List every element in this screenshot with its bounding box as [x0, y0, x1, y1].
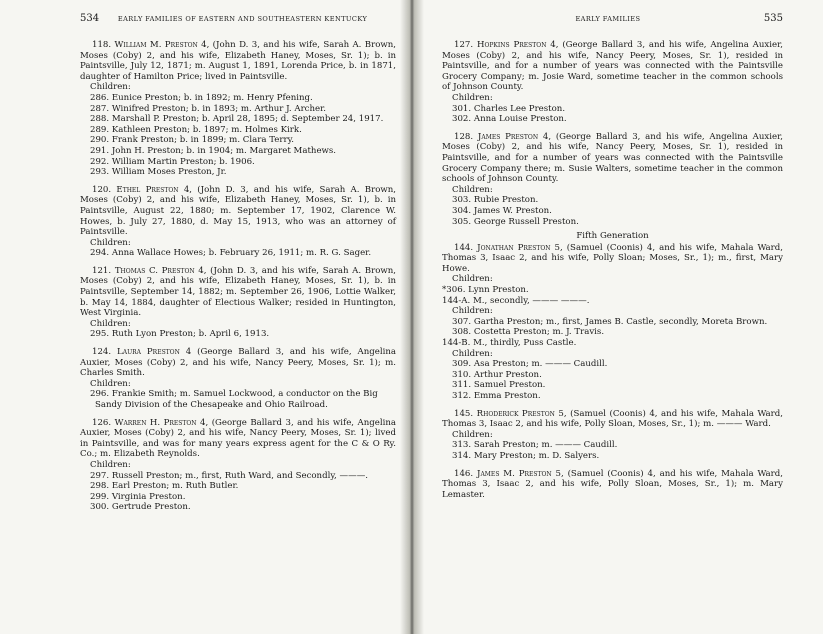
- left-page-number: 534: [80, 13, 100, 24]
- entry-paragraph: [442, 132, 783, 185]
- child-item: 303. Rubie Preston.: [452, 195, 539, 206]
- left-running-head: [80, 13, 396, 25]
- children-label: Children:: [90, 82, 131, 93]
- entry-paragraph: [80, 185, 396, 238]
- entry-text: 4, (George Ballard 3, and his wife, Angelina Auxier, Moses (Coby) 2, and his wife, Nancy Peery, Moses, Sr. 1); lived in Paintsville, and was for many years express agent for the C & O Ry. Co.; m. Elizabeth Reynolds.: [80, 417, 396, 460]
- entry-124: [80, 347, 396, 411]
- child-item: 302. Anna Louise Preston.: [452, 114, 567, 125]
- entry-number: 121.: [92, 265, 112, 276]
- entry-text: 4, (George Ballard 3, and his wife, Angelina Auxier, Moses (Coby) 2, and his wife, Nancy Peery, Moses, Sr. 1), resided in Paintsville, and for a number of years was connected with the Paintsville Grocery Company there; m. Susie Walters, sometime teacher in the common schools of Johnson County.: [442, 131, 784, 185]
- children-label: Children:: [90, 318, 131, 329]
- right-running-title: EARLY FAMILIES: [575, 15, 641, 23]
- entry-name: James M. Preston: [477, 468, 552, 479]
- child-item: 305. George Russell Preston.: [452, 216, 579, 227]
- entry-128: [442, 132, 783, 227]
- book-gutter: [400, 0, 424, 634]
- entry-text: 5, (Samuel (Coonis) 4, and his wife, Mahala Ward, Thomas 3, Isaac 2, and his wife, Polly Sloan, Moses, Sr., 1); m. ——— Ward.: [442, 408, 784, 430]
- entry-text: 4, (John D. 3, and his wife, Sarah A. Brown, Moses (Coby) 2, and his wife, Elizabeth Haney, Moses, Sr. 1); b. in Paintsville, July 12, 1871; m. August 1, 1891, Lorenda Price, b. in 1871, daughter of Hamilton Price; lived in Paintsville.: [80, 40, 396, 82]
- child-item: 294. Anna Wallace Howes; b. February 26, 1911; m. R. G. Sager.: [90, 248, 372, 259]
- child-item: 304. James W. Preston.: [452, 205, 552, 216]
- children-list: [80, 471, 396, 513]
- entry-name: Warren H. Preston: [114, 417, 197, 428]
- entry-paragraph: [442, 469, 783, 501]
- entry-144: [442, 243, 783, 402]
- entry-number: 127.: [454, 40, 474, 50]
- entry-paragraph: [442, 409, 783, 430]
- entry-paragraph: [80, 266, 396, 319]
- right-page-number: 535: [763, 13, 783, 24]
- entry-text: 4, (George Ballard 3, and his wife, Angelina Auxier, Moses (Coby) 2, and his wife, Nancy Peery, Moses, Sr. 1), resided in Paintsville, and for a number of years was connected with the Paintsville Grocery Company; m. Josie Ward, sometime teacher in the common schools of Johnson County.: [442, 40, 783, 93]
- children-label: Children:: [452, 429, 493, 440]
- entry-number: 124.: [92, 347, 112, 358]
- entry-name: William M. Preston: [114, 40, 198, 50]
- entry-120: [80, 185, 396, 259]
- entry-number: 145.: [454, 408, 474, 419]
- right-page: [412, 0, 823, 634]
- child-item: 288. Marshall P. Preston; b. April 28, 1895; d. September 24, 1917.: [90, 114, 384, 125]
- children-list: [80, 248, 396, 259]
- children-list: [442, 440, 783, 461]
- child-item: 287. Winifred Preston; b. in 1893; m. Arthur J. Archer.: [90, 103, 327, 114]
- entry-name: Rhoderick Preston: [476, 408, 555, 419]
- entry-number: 118.: [92, 40, 112, 50]
- entry-paragraph: [80, 418, 396, 460]
- entry-text: 4, (John D. 3, and his wife, Sarah A. Brown, Moses (Coby) 2, and his wife, Elizabeth Haney, Moses, Sr. 1), b. in Paintsville, September 14, 1882; m. September 26, 1906, Lottie Walker, b. May 14, 1884, daughter of Electious Walker; resided in Huntington, West Virginia.: [80, 265, 396, 319]
- entry-121: [80, 266, 396, 340]
- third-marriage-line: 144-B. M., thirdly, Puss Castle.: [442, 338, 577, 349]
- entry-text: 4, (John D. 3, and his wife, Sarah A. Brown, Moses (Coby) 2, and his wife, Elizabeth Haney, Moses, Sr. 1), b. in Paintsville, August 22, 1880; m. September 17, 1902, Clarence W. Howes, b. July 27, 1880, d. May 15, 1913, who was an attorney of Paintsville.: [80, 184, 396, 238]
- entry-145: [442, 409, 783, 462]
- child-item: 300. Gertrude Preston.: [90, 502, 191, 513]
- child-item: 311. Samuel Preston.: [452, 380, 546, 391]
- child-item: 314. Mary Preston; m. D. Salyers.: [452, 450, 600, 461]
- children-list: [80, 329, 396, 340]
- children-label: Children:: [452, 92, 493, 103]
- entry-118: [80, 40, 396, 178]
- entry-number: 144.: [454, 242, 474, 253]
- child-item: 295. Ruth Lyon Preston; b. April 6, 1913.: [90, 329, 270, 340]
- entry-text: 5, (Samuel (Coonis) 4, and his wife, Mahala Ward, Thomas 3, Isaac 2, and his wife, Polly Sloan; Moses, Sr., 1); m., first, Mary Howe.: [442, 242, 783, 274]
- children-list: [442, 195, 783, 227]
- entry-number: 146.: [454, 468, 474, 479]
- child-item: 286. Eunice Preston; b. in 1892; m. Henry Pfening.: [90, 92, 313, 103]
- entry-paragraph: [80, 347, 396, 379]
- child-item: 307. Gartha Preston; m., first, James B. Castle, secondly, Moreta Brown.: [452, 316, 768, 327]
- child-item: 297. Russell Preston; m., first, Ruth Ward, and Secondly, ———.: [90, 470, 369, 481]
- child-item: 293. William Moses Preston, Jr.: [90, 167, 227, 178]
- children-label: Children:: [452, 306, 493, 317]
- entry-name: Laura Preston: [117, 347, 180, 358]
- entry-name: Jonathan Preston: [477, 242, 551, 253]
- children-label: Children:: [452, 184, 493, 195]
- child-item: 301. Charles Lee Preston.: [452, 103, 566, 114]
- child-item: 289. Kathleen Preston; b. 1897; m. Holmes Kirk.: [90, 124, 302, 135]
- child-item: 309. Asa Preston; m. ——— Caudill.: [452, 359, 608, 370]
- children-list: [80, 389, 396, 410]
- entry-number: 128.: [454, 131, 474, 142]
- child-item: 310. Arthur Preston.: [452, 369, 542, 380]
- entry-name: Hopkins Preston: [476, 40, 547, 50]
- child-item: 291. John H. Preston; b. in 1904; m. Margaret Mathews.: [90, 145, 337, 156]
- child-item: 292. William Martin Preston; b. 1906.: [90, 156, 255, 167]
- entry-paragraph: [442, 40, 783, 93]
- entry-number: 126.: [92, 417, 112, 428]
- children-label: Children:: [452, 274, 493, 285]
- section-heading-fifth-generation: Fifth Generation: [576, 231, 649, 242]
- children-label: Children:: [90, 459, 131, 470]
- children-label: Children:: [90, 237, 131, 248]
- entry-name: James Preston: [477, 131, 539, 142]
- child-item: 308. Costetta Preston; m. J. Travis.: [452, 327, 605, 338]
- entry-127: [442, 40, 783, 125]
- entry-text: 4 (George Ballard 3, and his wife, Angelina Auxier, Moses (Coby) 2, and his wife, Nancy Peery, Moses, Sr. 1); m. Charles Smith.: [80, 347, 396, 379]
- right-running-head: [442, 13, 783, 25]
- child-item: 296. Frankie Smith; m. Samuel Lockwood, a conductor on the Big Sandy Division of the Chesapeake and Ohio Railroad.: [90, 389, 378, 410]
- child-item: 290. Frank Preston; b. in 1899; m. Clara Terry.: [90, 135, 295, 146]
- entry-126: [80, 418, 396, 513]
- entry-146: [442, 469, 783, 501]
- children-label: Children:: [452, 348, 493, 359]
- child-item: 313. Sarah Preston; m. ——— Caudill.: [452, 440, 618, 451]
- children-list: [80, 93, 396, 178]
- child-item: *306. Lynn Preston.: [442, 285, 529, 296]
- entry-paragraph: [442, 243, 783, 275]
- left-running-title: EARLY FAMILIES OF EASTERN AND SOUTHEASTERN KENTUCKY: [117, 15, 368, 23]
- child-item: 298. Earl Preston; m. Ruth Butler.: [90, 481, 239, 492]
- children-list: [442, 359, 783, 401]
- second-marriage-line: 144-A. M., secondly, ——— ———.: [442, 295, 590, 306]
- child-item: 312. Emma Preston.: [452, 391, 541, 401]
- child-item: 299. Virginia Preston.: [90, 491, 186, 502]
- entry-name: Ethel Preston: [116, 184, 179, 195]
- children-list: [442, 104, 783, 125]
- entry-text: 5, (Samuel (Coonis) 4, and his wife, Mahala Ward, Thomas 3, Isaac 2, and his wife, Polly Sloan, Moses, Sr., 1); m. Mary Lemaster.: [442, 468, 783, 500]
- entry-paragraph: [80, 40, 396, 82]
- entry-name: Thomas C. Preston: [114, 265, 195, 276]
- entry-number: 120.: [92, 184, 112, 195]
- children-label: Children:: [90, 378, 131, 389]
